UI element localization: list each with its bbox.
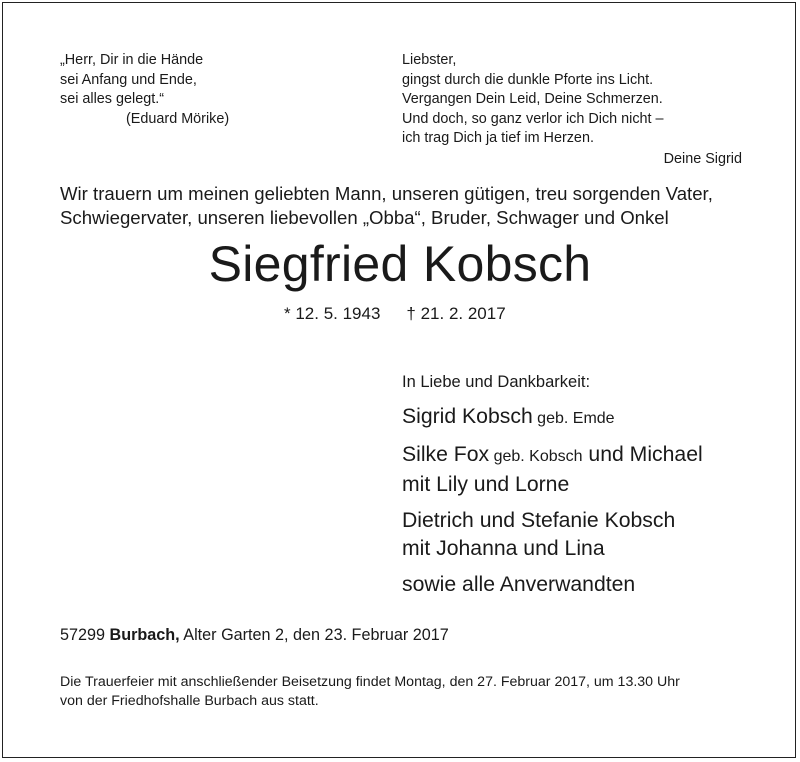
poem-line: Und doch, so ganz verlor ich Dich nicht –: [402, 110, 664, 127]
life-dates: [284, 304, 506, 324]
quote-line: sei alles gelegt.“: [60, 91, 164, 107]
poem-personal: [402, 51, 742, 169]
funeral-service-info: [60, 673, 760, 711]
birth-date: * 12. 5. 1943: [284, 304, 381, 323]
quote-line: „Herr, Dir in die Hände: [60, 52, 204, 68]
maiden-name-note: geb. Emde: [532, 410, 615, 427]
postal-code: 57299: [60, 626, 110, 644]
quote-moerike: [60, 51, 229, 129]
poem-line: Liebster,: [402, 52, 457, 68]
mourning-intro: [60, 182, 750, 230]
mourner-entry: [402, 571, 762, 599]
mourner-children: mit Lily und Lorne: [402, 473, 570, 496]
address-date: Alter Garten 2, den 23. Februar 2017: [179, 626, 449, 644]
maiden-name-note: geb. Kobsch: [489, 448, 583, 465]
mourner-partner: und Michael: [582, 443, 703, 466]
address-date-line: [60, 625, 449, 645]
poem-line: ich trag Dich ja tief im Herzen.: [402, 130, 594, 146]
intro-line-1: Wir trauern um meinen geliebten Mann, unseren gütigen, treu sorgenden Vater,: [60, 183, 713, 204]
poem-line: Vergangen Dein Leid, Deine Schmerzen.: [402, 91, 663, 107]
mourners-list: [402, 403, 762, 607]
mourner-entry: [402, 403, 762, 433]
intro-line-2: Schwiegervater, unseren liebevollen „Obba“, Bruder, Schwager und Onkel: [60, 207, 669, 228]
mourner-entry: [402, 441, 762, 499]
mourner-name: Silke Fox: [402, 443, 490, 466]
quote-author: (Eduard Mörike): [126, 110, 230, 127]
city-name: Burbach,: [109, 626, 180, 644]
poem-signature: Deine Sigrid: [663, 150, 742, 167]
relatives-line: sowie alle Anverwandten: [402, 573, 636, 596]
deceased-name: Siegfried Kobsch: [208, 236, 592, 292]
death-date: † 21. 2. 2017: [406, 304, 506, 323]
quote-line: sei Anfang und Ende,: [60, 71, 197, 88]
mourners-intro: In Liebe und Dankbarkeit:: [402, 373, 591, 391]
service-line-1: Die Trauerfeier mit anschließender Beisetzung findet Montag, den 27. Februar 2017, um 13.30 Uhr: [60, 674, 680, 690]
service-line-2: von der Friedhofshalle Burbach aus statt.: [60, 693, 319, 709]
mourner-entry: [402, 507, 762, 563]
mourner-name: Sigrid Kobsch: [402, 405, 533, 428]
mourner-name: Dietrich und Stefanie Kobsch: [402, 509, 676, 532]
mourner-children: mit Johanna und Lina: [402, 537, 605, 560]
poem-line: gingst durch die dunkle Pforte ins Licht.: [402, 71, 654, 88]
